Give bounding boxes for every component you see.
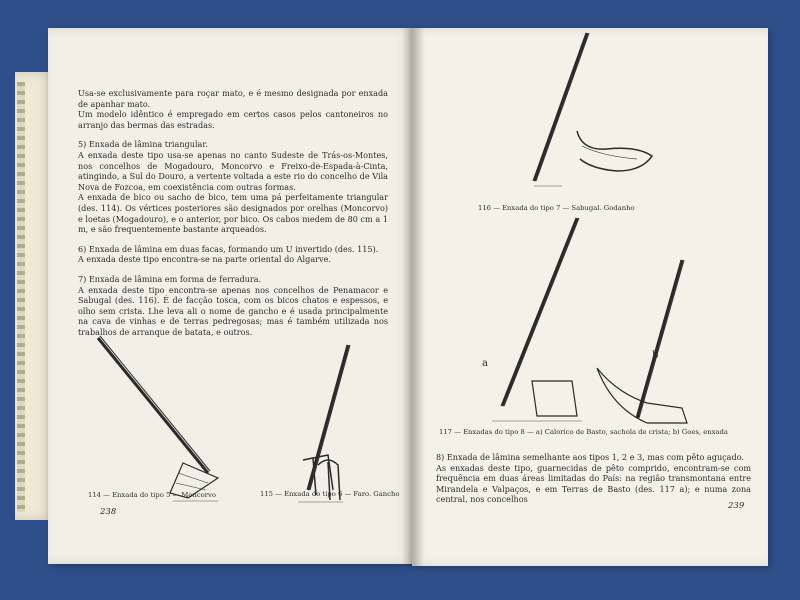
paragraph: 8) Enxada de lâmina semelhante aos tipos 1, 2 e 3, mas com pêto aguçado. [436,452,744,462]
paragraph: 5) Enxada de lâmina triangular. [78,139,208,150]
paragraph: A enxada deste tipo usa-se apenas no canto Sudeste de Trás-os-Montes, nos concelhos de Mogadouro, Moncorvo e Freixo-de-Espada-à-Cinta, atingindo, a Sul do Douro, a vertente voltada a este rio do concelho de Vila Nova de Fozcoa, em coexistência com outras formas. [78,149,388,192]
figure-caption-114: 114 — Enxada do tipo 5 — Moncorvo [88,491,216,499]
paragraph: 7) Enxada de lâmina em forma de ferradura. [78,273,262,284]
right-page-text [436,452,751,505]
paragraph: A enxada deste tipo encontra-se na parte oriental do Algarve. [78,254,331,265]
paragraph: Usa-se exclusivamente para roçar mato, e é mesmo designada por enxada de apanhar mato. [78,88,388,109]
paragraph: Um modelo idêntico é empregado em certos casos pelos cantoneiros no arranjo das bermas das estradas. [78,109,388,130]
hoe-two-blades-illustration [288,340,388,510]
left-page [48,28,412,564]
hoe-type8a-illustration [482,216,592,426]
paragraph: 6) Enxada de lâmina em duas facas, formando um U invertido (des. 115). [78,243,379,254]
book-gutter [402,28,424,566]
page-number-right: 239 [728,501,745,511]
figure-label-b: b [652,350,659,361]
left-page-text [78,88,388,337]
hoe-type8b-illustration [592,258,702,428]
hoe-triangular-illustration [88,333,238,503]
paragraph: A enxada deste tipo encontra-se apenas nos concelhos de Penamacor e Sabugal (des. 116). É de facção tosca, com os bicos chatos e espessos, e olho sem crista. Lhe leva ali o nome de gancho e é usada principalmente na cava de vinhas e de terras pedregosas; mas é também utilizada nos trabalhos de arranque de batata, e outros. [78,284,388,337]
figure-caption-116: 116 — Enxada do tipo 7 — Sabugal. Godanho [478,204,635,212]
page-number-left: 238 [100,507,117,517]
figure-caption-117: 117 — Enxadas do tipo 8 — a) Calorico de Basto, sachola de crista; b) Goes, enxada [439,428,728,436]
right-page [412,28,768,566]
figure-label-a: a [482,358,488,369]
hoe-horseshoe-illustration [522,31,672,206]
figure-caption-115: 115 — Enxada do tipo 6 — Faro. Gancho [260,490,400,498]
paragraph: A enxada de bico ou sacho de bico, tem uma pá perfeitamente triangular (des. 114). Os vértices posteriores são designados por orelhas (Moncorvo) e loetas (Mogadouro), e o anterior, por bico. Os cabos medem de 80 cm a 1 m, e são frequentemente bastante arqueados. [78,192,388,235]
paragraph: As enxadas deste tipo, guarnecidas de pêto comprido, encontram-se com frequência em duas áreas limitadas do País: na região transmontana entre Mirandela e Valpaços, e em Terras de Basto (des. 117 a); e numa zona central, nos concelhos [436,462,751,505]
